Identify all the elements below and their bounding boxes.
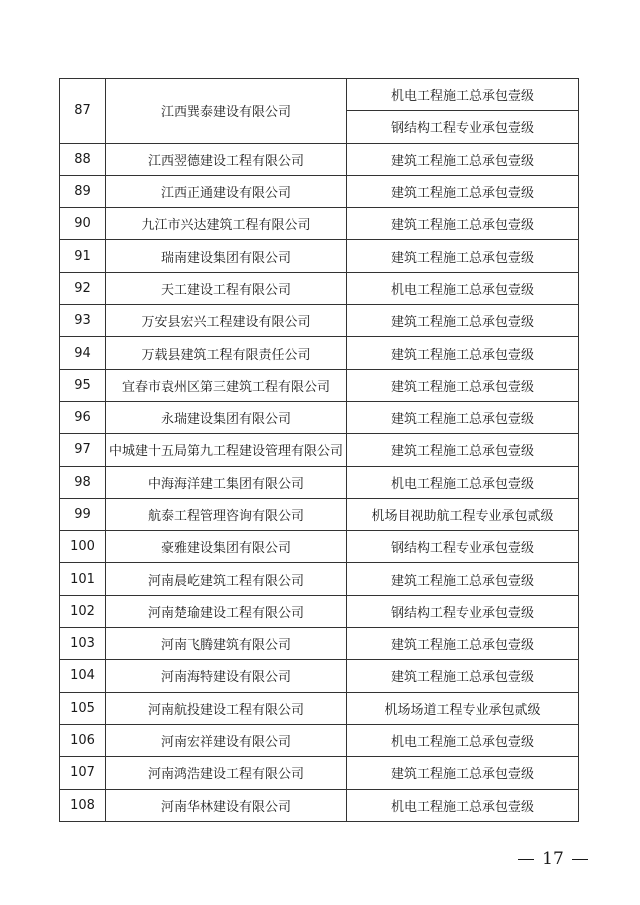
row-number: 95: [60, 369, 106, 401]
qualification: 建筑工程施工总承包壹级: [347, 369, 579, 401]
company-name: 九江市兴达建筑工程有限公司: [106, 208, 347, 240]
table-row: [60, 79, 579, 111]
row-number: 96: [60, 401, 106, 433]
qualification: 建筑工程施工总承包壹级: [347, 401, 579, 433]
company-name: 河南华林建设有限公司: [106, 789, 347, 821]
table-row: [60, 692, 579, 724]
table-row: [60, 595, 579, 627]
page-footer: [518, 848, 588, 870]
company-name: 航泰工程管理咨询有限公司: [106, 498, 347, 530]
table-row: [60, 434, 579, 466]
company-name: 河南飞腾建筑有限公司: [106, 628, 347, 660]
table-row: [60, 466, 579, 498]
qualification: 建筑工程施工总承包壹级: [347, 757, 579, 789]
qualification: 建筑工程施工总承包壹级: [347, 305, 579, 337]
footer-dash-right: [572, 859, 588, 860]
table-row: [60, 789, 579, 821]
company-name: 宜春市袁州区第三建筑工程有限公司: [106, 369, 347, 401]
company-name: 江西正通建设有限公司: [106, 175, 347, 207]
page-number: 17: [542, 849, 564, 869]
qualification: 建筑工程施工总承包壹级: [347, 434, 579, 466]
company-name: 河南宏祥建设有限公司: [106, 724, 347, 756]
table-row: [60, 628, 579, 660]
qualification: 机电工程施工总承包壹级: [347, 724, 579, 756]
qualification: 建筑工程施工总承包壹级: [347, 628, 579, 660]
row-number: 104: [60, 660, 106, 692]
table-row: [60, 337, 579, 369]
row-number: 97: [60, 434, 106, 466]
company-name: 万载县建筑工程有限责任公司: [106, 337, 347, 369]
company-name: 江西翌德建设工程有限公司: [106, 143, 347, 175]
table-row: [60, 498, 579, 530]
row-number: 91: [60, 240, 106, 272]
qualification: 机电工程施工总承包壹级: [347, 272, 579, 304]
row-number: 107: [60, 757, 106, 789]
row-number: 105: [60, 692, 106, 724]
row-number: 93: [60, 305, 106, 337]
table-row: [60, 757, 579, 789]
row-number: 88: [60, 143, 106, 175]
table-body: [60, 79, 579, 822]
qualification: 机场目视助航工程专业承包贰级: [347, 498, 579, 530]
table-row: [60, 531, 579, 563]
qualification: 钢结构工程专业承包壹级: [347, 111, 579, 143]
qualification: 建筑工程施工总承包壹级: [347, 240, 579, 272]
company-name: 永瑞建设集团有限公司: [106, 401, 347, 433]
company-name: 中海海洋建工集团有限公司: [106, 466, 347, 498]
company-name: 河南鸿浩建设工程有限公司: [106, 757, 347, 789]
qualification: 建筑工程施工总承包壹级: [347, 563, 579, 595]
company-qualification-table: [59, 78, 579, 822]
qualification: 建筑工程施工总承包壹级: [347, 143, 579, 175]
company-name: 江西巽泰建设有限公司: [106, 79, 347, 144]
table-row: [60, 660, 579, 692]
row-number: 90: [60, 208, 106, 240]
row-number: 101: [60, 563, 106, 595]
table-row: [60, 563, 579, 595]
table-row: [60, 724, 579, 756]
row-number: 87: [60, 79, 106, 144]
footer-dash-left: [518, 859, 534, 860]
qualification: 建筑工程施工总承包壹级: [347, 660, 579, 692]
company-name: 河南海特建设有限公司: [106, 660, 347, 692]
company-name: 瑞南建设集团有限公司: [106, 240, 347, 272]
qualification: 钢结构工程专业承包壹级: [347, 531, 579, 563]
company-name: 河南晨屹建筑工程有限公司: [106, 563, 347, 595]
qualification: 建筑工程施工总承包壹级: [347, 337, 579, 369]
company-name: 河南楚瑜建设工程有限公司: [106, 595, 347, 627]
row-number: 106: [60, 724, 106, 756]
qualification: 机电工程施工总承包壹级: [347, 79, 579, 111]
row-number: 102: [60, 595, 106, 627]
qualification: 机场场道工程专业承包贰级: [347, 692, 579, 724]
row-number: 108: [60, 789, 106, 821]
table-row: [60, 240, 579, 272]
row-number: 89: [60, 175, 106, 207]
table-row: [60, 305, 579, 337]
company-name: 万安县宏兴工程建设有限公司: [106, 305, 347, 337]
qualification: 钢结构工程专业承包壹级: [347, 595, 579, 627]
table-row: [60, 208, 579, 240]
company-name: 中城建十五局第九工程建设管理有限公司: [106, 434, 347, 466]
row-number: 94: [60, 337, 106, 369]
company-name: 天工建设工程有限公司: [106, 272, 347, 304]
row-number: 92: [60, 272, 106, 304]
row-number: 98: [60, 466, 106, 498]
qualification: 机电工程施工总承包壹级: [347, 466, 579, 498]
table-row: [60, 272, 579, 304]
table-row: [60, 369, 579, 401]
row-number: 100: [60, 531, 106, 563]
row-number: 103: [60, 628, 106, 660]
qualification: 建筑工程施工总承包壹级: [347, 175, 579, 207]
qualification: 机电工程施工总承包壹级: [347, 789, 579, 821]
company-name: 豪雅建设集团有限公司: [106, 531, 347, 563]
qualification: 建筑工程施工总承包壹级: [347, 208, 579, 240]
table-row: [60, 143, 579, 175]
table-row: [60, 401, 579, 433]
table-row: [60, 175, 579, 207]
row-number: 99: [60, 498, 106, 530]
company-name: 河南航投建设工程有限公司: [106, 692, 347, 724]
